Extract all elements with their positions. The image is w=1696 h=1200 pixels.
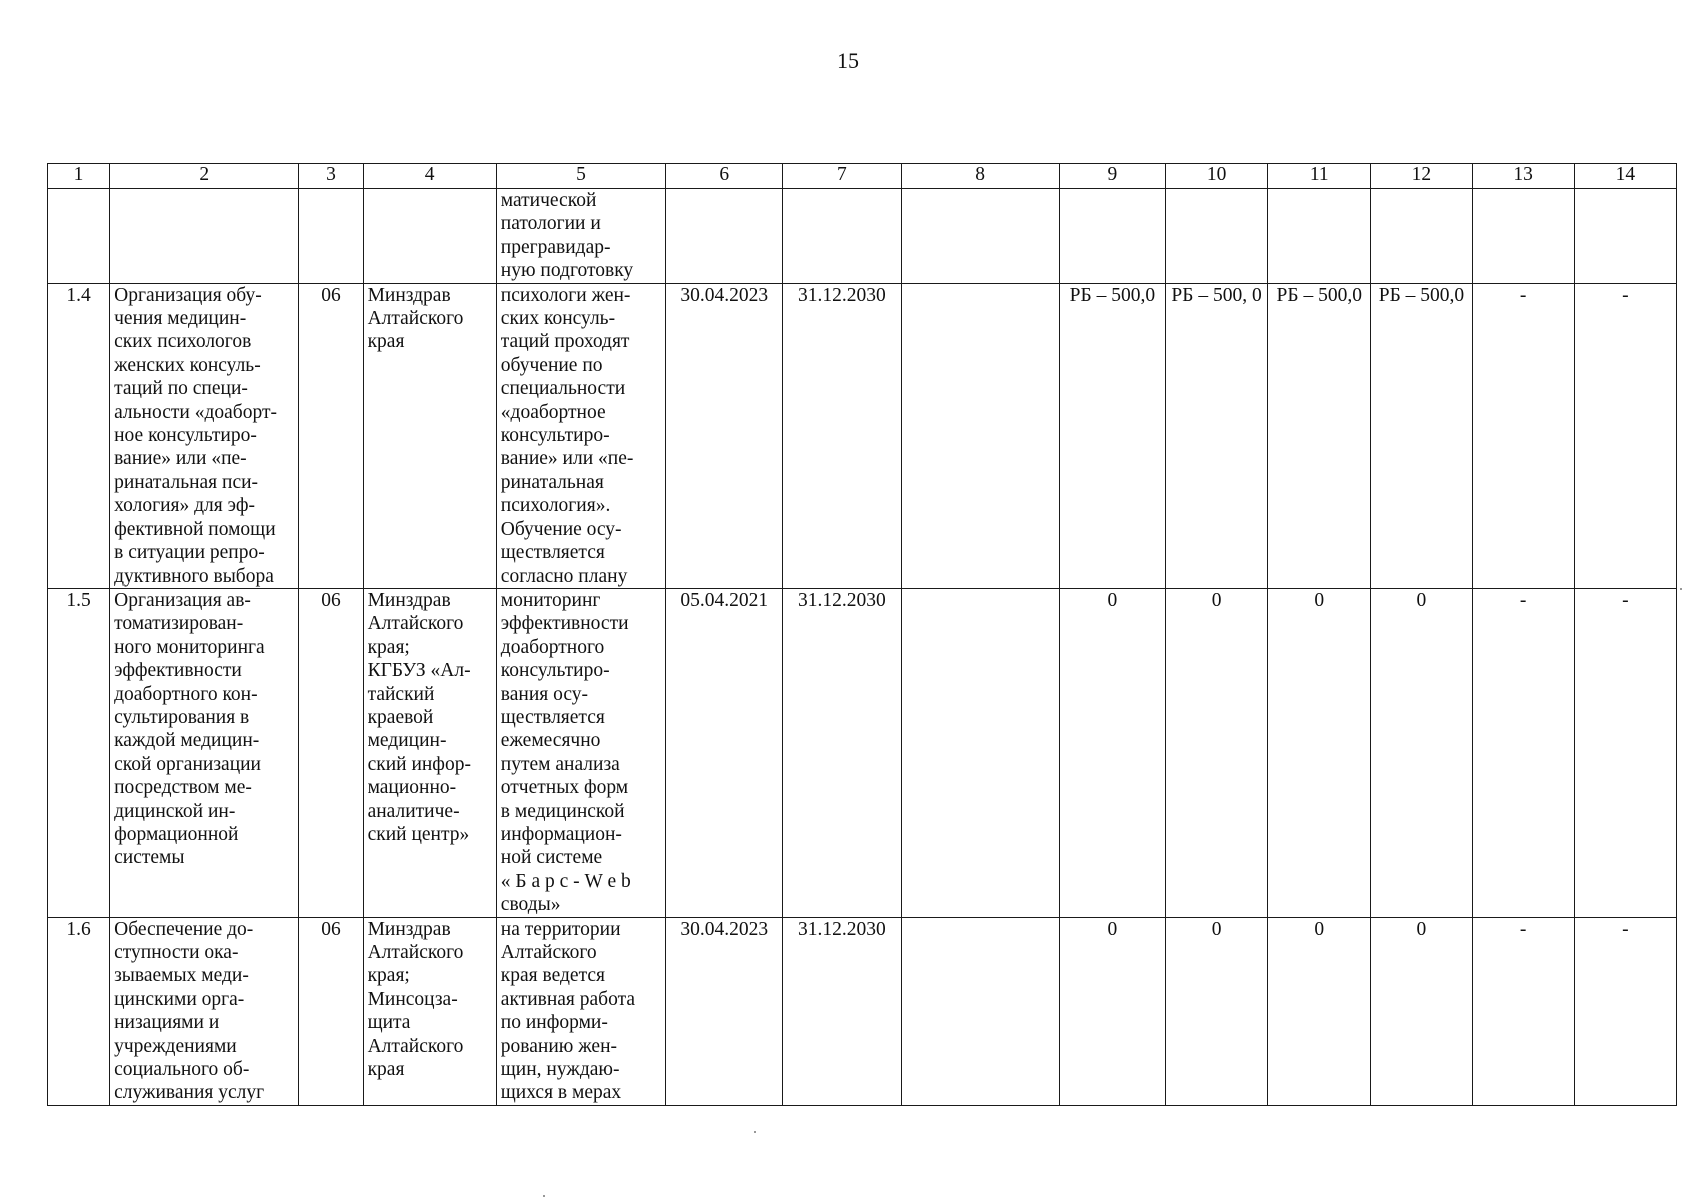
funding-cell-12: [1371, 189, 1472, 284]
start-date-cell: [666, 588, 783, 917]
col-13-value: -: [1519, 284, 1527, 306]
funding-value-9: РБ – 500,0: [1069, 284, 1156, 306]
activity-name-cell: [110, 283, 299, 588]
header-col-1: 1: [48, 164, 110, 189]
result-line: «доабортное: [500, 401, 606, 423]
activity-name-line: таций по специ-: [114, 378, 248, 400]
scan-speck: [754, 1131, 756, 1133]
col-13-value: -: [1519, 918, 1527, 940]
activity-name-line: дуктивного выбора: [114, 565, 274, 587]
activity-name-line: хология» для эф-: [114, 495, 255, 517]
executor-line: ский центр»: [367, 823, 470, 845]
result-line: по информи-: [500, 1012, 608, 1034]
table-row: [48, 283, 1677, 588]
activity-name-line: социального об-: [114, 1059, 250, 1081]
end-date-cell: [783, 917, 901, 1105]
funding-cell-11: [1268, 917, 1371, 1105]
col-13-cell: [1472, 283, 1574, 588]
result-line: психологи жен-: [500, 284, 631, 306]
result-line: патологии и: [500, 213, 601, 235]
activity-name-line: сультирования в: [114, 706, 250, 728]
header-col-6: 6: [666, 164, 783, 189]
result-cell: [496, 588, 665, 917]
result-line: эффективности: [500, 613, 629, 635]
executor-cell: [363, 189, 496, 284]
executor-line: щита: [367, 1012, 411, 1034]
col-13-cell: [1472, 189, 1574, 284]
row-id: 1.4: [66, 284, 91, 306]
header-col-9: 9: [1059, 164, 1165, 189]
result-line: ную подготовку: [500, 260, 634, 282]
executor-line: тайский: [367, 683, 435, 705]
result-line: консультиро-: [500, 425, 610, 447]
end-date-cell: [783, 189, 901, 284]
funding-cell-10: [1165, 588, 1267, 917]
result-line: вания осу-: [500, 683, 588, 705]
col-14-cell: [1574, 283, 1676, 588]
scan-speck: [1680, 588, 1682, 590]
executor-line: мационно-: [367, 777, 457, 799]
executor-line: Минздрав: [367, 284, 451, 306]
activity-name-line: женских консуль-: [114, 354, 261, 376]
result-line: согласно плану: [500, 565, 628, 587]
result-line: матической: [500, 190, 597, 211]
header-col-3: 3: [299, 164, 363, 189]
activity-name-line: низациями и: [114, 1012, 220, 1034]
funding-value-12: РБ – 500,0: [1378, 284, 1465, 306]
code-cell: [299, 189, 363, 284]
header-col-13: 13: [1472, 164, 1574, 189]
start-date-cell: [666, 189, 783, 284]
result-line: доабортного: [500, 636, 605, 658]
activity-name-line: ской организации: [114, 753, 261, 775]
activity-name-cell: [110, 917, 299, 1105]
header-col-4: 4: [363, 164, 496, 189]
result-line: в медицинской: [500, 800, 625, 822]
activity-name-line: Организация ав-: [114, 589, 251, 611]
executor-line: Минздрав: [367, 589, 451, 611]
executor-line: Минздрав: [367, 918, 451, 940]
result-line: таций проходят: [500, 331, 630, 353]
funding-cell-10: [1165, 283, 1267, 588]
col-14-value: -: [1622, 589, 1629, 611]
activity-name-line: ступности ока-: [114, 942, 239, 963]
code-value: 06: [321, 589, 341, 611]
funding-value-11: РБ – 500,0: [1276, 284, 1362, 306]
activity-name-line: Организация обу-: [114, 284, 262, 306]
result-line: « Б а р с - W e b: [500, 870, 631, 892]
funding-cell-12: [1371, 917, 1472, 1105]
executor-line: аналитиче-: [367, 800, 460, 822]
activity-name-line: дицинской ин-: [114, 800, 236, 822]
executor-line: края: [367, 1059, 405, 1081]
row-id-cell: [48, 189, 110, 284]
executor-line: края: [367, 331, 405, 353]
result-line: информацион-: [500, 823, 622, 845]
activity-name-line: ских психологов: [114, 331, 252, 353]
result-line: ществляется: [500, 542, 605, 564]
result-cell: [496, 917, 665, 1105]
col-14-value: -: [1622, 918, 1629, 940]
activities-table: [47, 163, 1677, 1106]
end-date: 31.12.2030: [798, 918, 886, 940]
scan-speck: [543, 1195, 545, 1197]
row-id-cell: [48, 917, 110, 1105]
result-line: Обучение осу-: [500, 518, 622, 540]
activity-name-line: цинскими орга-: [114, 988, 245, 1010]
end-date: 31.12.2030: [798, 589, 886, 611]
row-id: 1.6: [66, 918, 91, 940]
executor-line: Минсоцза-: [367, 988, 458, 1010]
header-row: [48, 164, 1677, 189]
funding-value-10: 0: [1211, 589, 1222, 611]
result-line: края ведется: [500, 965, 605, 987]
start-date: 05.04.2021: [680, 589, 769, 611]
result-line: консультиро-: [500, 660, 610, 682]
activity-name-line: формационной: [114, 823, 239, 845]
row-id: 1.5: [66, 589, 91, 611]
activity-name-line: зываемых меди-: [114, 965, 249, 987]
funding-value-12: 0: [1416, 918, 1427, 940]
result-line: прегравидар-: [500, 236, 611, 258]
code-value: 06: [321, 918, 341, 940]
start-date-cell: [666, 283, 783, 588]
activity-name-line: эффективности: [114, 660, 242, 682]
executor-line: края;: [367, 636, 410, 658]
row-id-cell: [48, 588, 110, 917]
activity-name-line: томатизирован-: [114, 613, 244, 635]
result-line: специальности: [500, 378, 626, 400]
activity-name-line: чения медицин-: [114, 308, 247, 330]
table-body: [48, 189, 1677, 1106]
result-line: психология».: [500, 495, 611, 517]
executor-line: Алтайского: [367, 308, 464, 330]
executor-line: краевой: [367, 706, 434, 728]
activity-name-line: ное консультиро-: [114, 425, 257, 447]
result-line: ских консуль-: [500, 308, 616, 330]
funding-value-11: 0: [1314, 918, 1325, 940]
result-line: отчетных форм: [500, 777, 629, 799]
funding-cell-10: [1165, 189, 1267, 284]
funding-cell-9: [1059, 588, 1165, 917]
header-col-14: 14: [1574, 164, 1676, 189]
header-col-12: 12: [1371, 164, 1472, 189]
col-14-cell: [1574, 917, 1676, 1105]
code-cell: [299, 588, 363, 917]
result-line: на территории: [500, 918, 621, 940]
result-line: вание» или «пе-: [500, 448, 634, 470]
funding-cell-9: [1059, 189, 1165, 284]
code-value: 06: [321, 284, 341, 306]
funding-cell-11: [1268, 189, 1371, 284]
result-line: своды»: [500, 894, 561, 916]
activity-name-line: ринатальная пси-: [114, 471, 259, 493]
funding-cell-10: [1165, 917, 1267, 1105]
result-line: ринатальная: [500, 471, 604, 493]
header-col-7: 7: [783, 164, 901, 189]
executor-line: Алтайского: [367, 942, 464, 963]
funding-value-9: 0: [1107, 589, 1118, 611]
executor-line: медицин-: [367, 730, 447, 752]
header-col-8: 8: [901, 164, 1059, 189]
row-id-cell: [48, 283, 110, 588]
funding-cell-9: [1059, 917, 1165, 1105]
header-col-11: 11: [1268, 164, 1371, 189]
end-date-cell: [783, 283, 901, 588]
funding-cell-9: [1059, 283, 1165, 588]
funding-value-11: 0: [1314, 589, 1325, 611]
col-8-cell: [901, 917, 1059, 1105]
col-14-cell: [1574, 588, 1676, 917]
funding-cell-11: [1268, 283, 1371, 588]
col-13-cell: [1472, 588, 1574, 917]
activity-name-line: в ситуации репро-: [114, 542, 265, 564]
activity-name-line: вание» или «пе-: [114, 448, 247, 470]
table-row: [48, 917, 1677, 1105]
col-8-cell: [901, 588, 1059, 917]
header-col-10: 10: [1165, 164, 1267, 189]
page-number: 15: [837, 48, 859, 73]
header-col-5: 5: [496, 164, 665, 189]
executor-line: ский инфор-: [367, 753, 471, 775]
activity-name-line: посредством ме-: [114, 777, 252, 799]
result-line: щин, нуждаю-: [500, 1059, 620, 1081]
result-cell: [496, 283, 665, 588]
executor-cell: [363, 283, 496, 588]
executor-line: КГБУЗ «Ал-: [367, 660, 471, 682]
col-8-cell: [901, 189, 1059, 284]
col-14-cell: [1574, 189, 1676, 284]
result-line: активная работа: [500, 988, 636, 1010]
activity-name-line: ного мониторинга: [114, 636, 265, 658]
funding-value-10: 0: [1211, 918, 1222, 940]
executor-line: Алтайского: [367, 613, 464, 635]
result-line: мониторинг: [500, 589, 601, 611]
result-cell: [496, 189, 665, 284]
result-line: Алтайского: [500, 942, 597, 963]
result-line: щихся в мерах: [500, 1082, 622, 1104]
activity-name-line: учреждениями: [114, 1035, 237, 1057]
code-cell: [299, 917, 363, 1105]
result-line: рованию жен-: [500, 1035, 618, 1057]
activity-name-cell: [110, 189, 299, 284]
result-line: ществляется: [500, 706, 605, 728]
funding-value-12: 0: [1416, 589, 1427, 611]
executor-cell: [363, 917, 496, 1105]
start-date: 30.04.2023: [680, 918, 769, 940]
funding-cell-11: [1268, 588, 1371, 917]
end-date-cell: [783, 588, 901, 917]
activity-name-line: системы: [114, 847, 185, 869]
col-13-value: -: [1519, 589, 1527, 611]
activity-name-line: фективной помощи: [114, 518, 276, 540]
activity-name-line: служивания услуг: [114, 1082, 265, 1104]
funding-value-10: РБ – 500, 0: [1171, 284, 1262, 306]
code-cell: [299, 283, 363, 588]
result-line: обучение по: [500, 354, 603, 376]
funding-cell-12: [1371, 283, 1472, 588]
result-line: путем анализа: [500, 753, 620, 775]
start-date: 30.04.2023: [680, 284, 769, 306]
activity-name-line: каждой медицин-: [114, 730, 260, 752]
col-13-cell: [1472, 917, 1574, 1105]
result-line: ной системе: [500, 847, 603, 869]
funding-value-9: 0: [1107, 918, 1118, 940]
executor-cell: [363, 588, 496, 917]
activity-name-cell: [110, 588, 299, 917]
executor-line: края;: [367, 965, 410, 987]
end-date: 31.12.2030: [798, 284, 886, 306]
table-row: [48, 588, 1677, 917]
header-col-2: 2: [110, 164, 299, 189]
result-line: ежемесячно: [500, 730, 601, 752]
activity-name-line: доабортного кон-: [114, 683, 258, 705]
table-row: [48, 189, 1677, 284]
funding-cell-12: [1371, 588, 1472, 917]
executor-line: Алтайского: [367, 1035, 464, 1057]
col-8-cell: [901, 283, 1059, 588]
activity-name-line: Обеспечение до-: [114, 918, 254, 940]
start-date-cell: [666, 917, 783, 1105]
activity-name-line: альности «доаборт-: [114, 401, 277, 423]
col-14-value: -: [1622, 284, 1629, 306]
